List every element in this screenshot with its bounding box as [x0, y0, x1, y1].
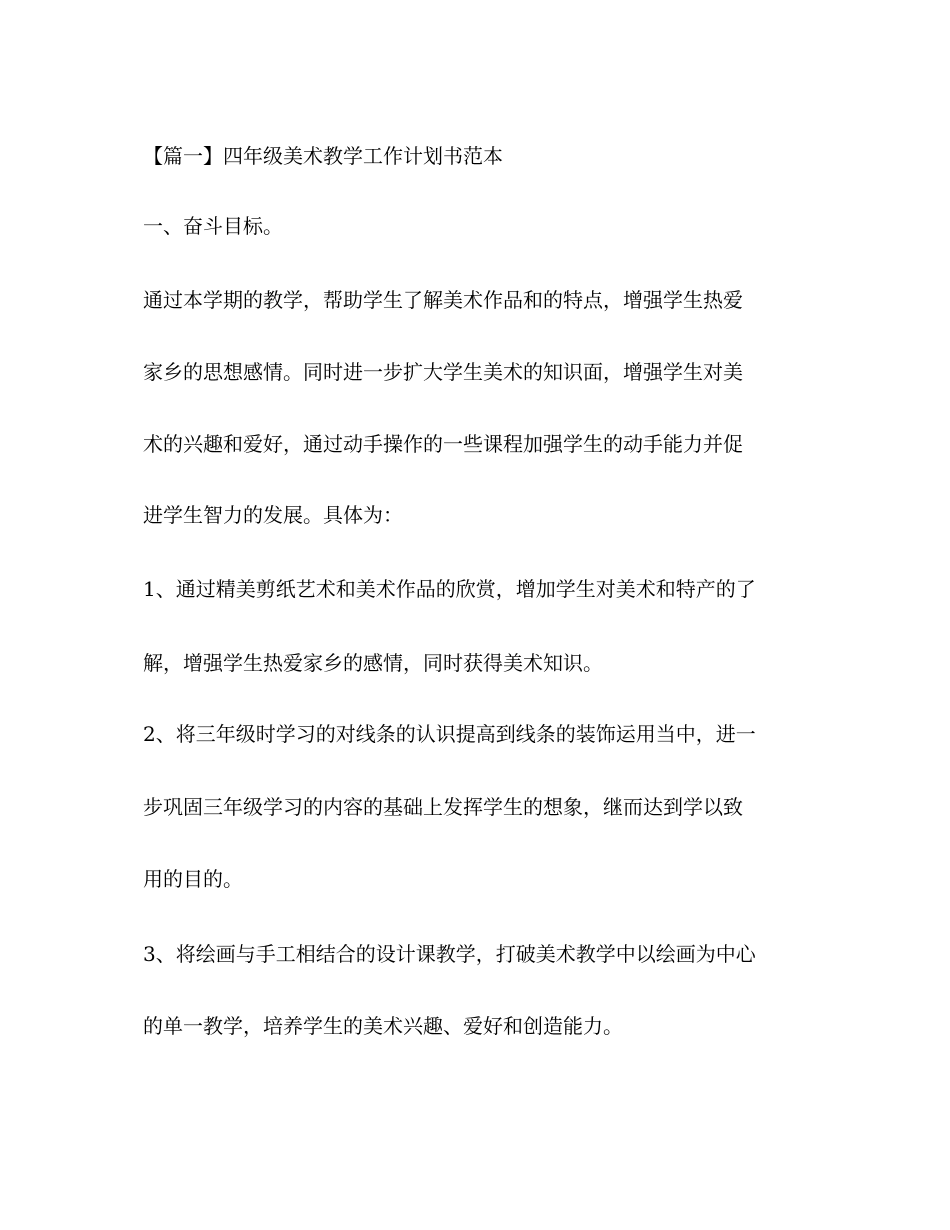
- list-item-line: 步巩固三年级学习的内容的基础上发挥学生的想象，继而达到学以致: [143, 795, 743, 819]
- list-item-line: 2、将三年级时学习的对线条的认识提高到线条的装饰运用当中，进一: [143, 722, 756, 746]
- list-item-line: 1、通过精美剪纸艺术和美术作品的欣赏，增加学生对美术和特产的了: [143, 577, 756, 601]
- list-item-line: 解，增强学生热爱家乡的感情，同时获得美术知识。: [143, 651, 603, 675]
- document-title: 【篇一】四年级美术教学工作计划书范本: [143, 144, 503, 168]
- body-text-line: 术的兴趣和爱好，通过动手操作的一些课程加强学生的动手能力并促: [143, 432, 743, 456]
- list-item-line: 3、将绘画与手工相结合的设计课教学，打破美术教学中以绘画为中心: [143, 942, 756, 966]
- list-item-line: 的单一教学，培养学生的美术兴趣、爱好和创造能力。: [143, 1014, 623, 1038]
- section-heading: 一、奋斗目标。: [143, 214, 283, 238]
- list-item-line: 用的目的。: [143, 867, 243, 891]
- body-text-line: 进学生智力的发展。具体为：: [143, 503, 403, 527]
- body-text-line: 通过本学期的教学，帮助学生了解美术作品和的特点，增强学生热爱: [143, 288, 743, 312]
- body-text-line: 家乡的思想感情。同时进一步扩大学生美术的知识面，增强学生对美: [143, 360, 743, 384]
